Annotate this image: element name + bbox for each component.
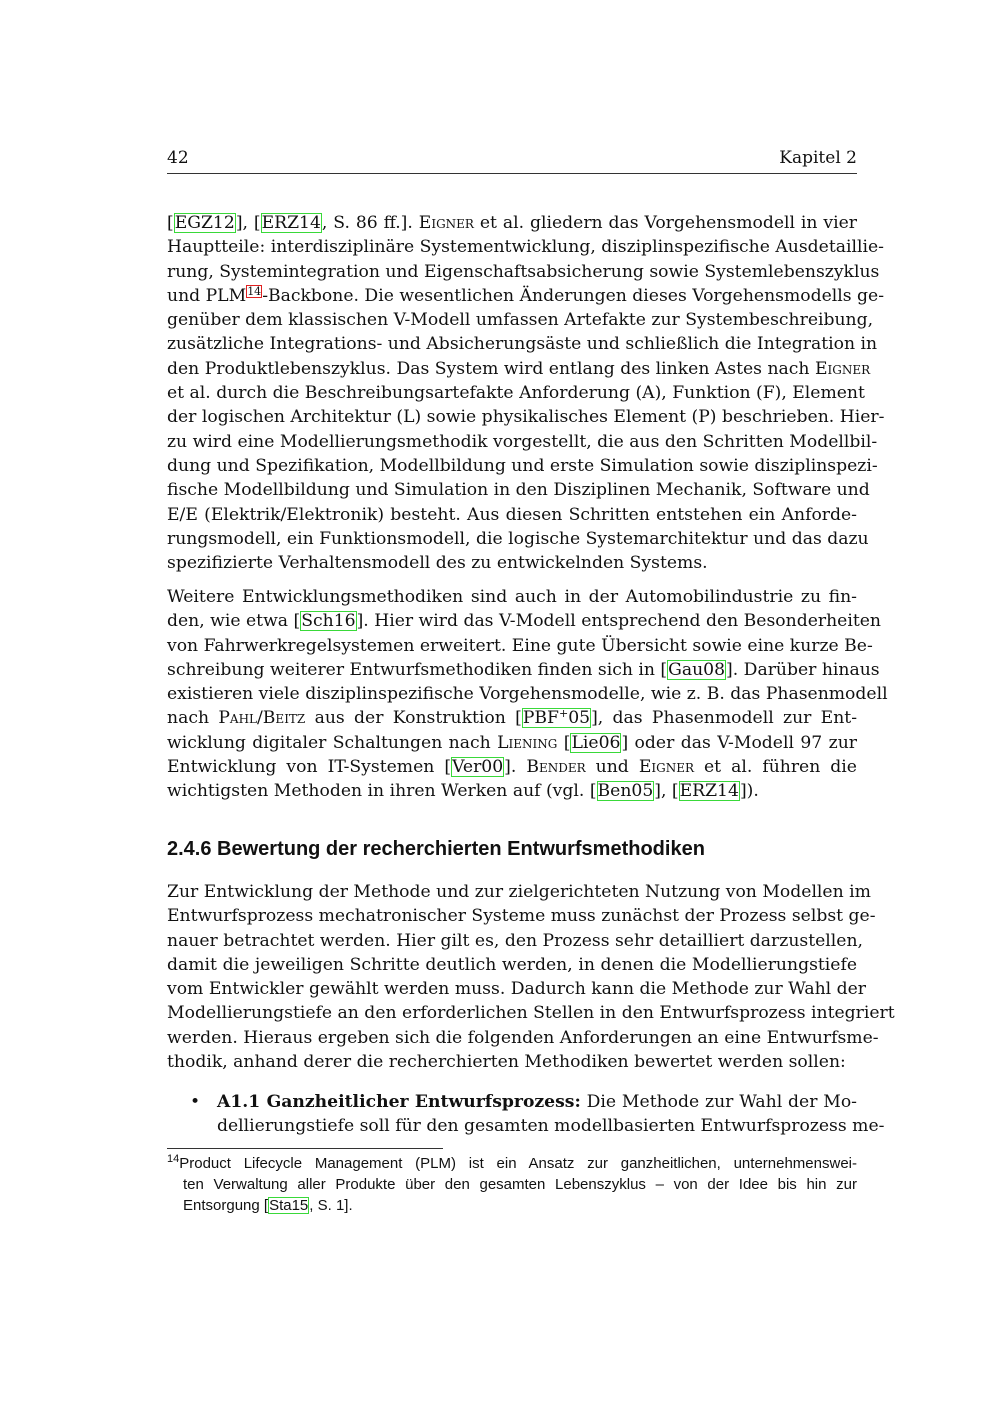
text-line: Weitere Entwicklungsmethodiken sind auch in der Automobilindustrie zu fin- <box>167 587 857 607</box>
text-line: Entwurfsprozess mechatronischer Systeme muss zunächst der Prozess selbst ge- <box>167 906 876 927</box>
text-line: den, wie etwa [Sch16]. Hier wird das V-Modell entsprechend den Besonderheiten <box>167 611 881 632</box>
citation-link[interactable]: Ver00 <box>452 757 504 778</box>
citation-link[interactable]: ERZ14 <box>679 781 739 802</box>
bullet-marker: • <box>190 1092 201 1112</box>
paragraph-1 <box>167 211 885 575</box>
footnote-rule <box>167 1148 443 1149</box>
text-line: werden. Hieraus ergeben sich die folgenden Anforderungen an eine Entwurfsme- <box>167 1027 879 1048</box>
text-line: Entwicklung von IT-Systemen [Ver00]. Bender und Eigner et al. führen die <box>167 757 857 778</box>
footnote-line: Entsorgung [Sta15, S. 1]. <box>183 1197 353 1214</box>
text-line: rungsmodell, ein Funktionsmodell, die logische Systemarchitektur und das dazu <box>167 528 869 549</box>
text-line: wichtigsten Methoden in ihren Werken auf (vgl. [Ben05], [ERZ14]). <box>167 781 759 802</box>
running-header <box>167 148 857 174</box>
text-line: thodik, anhand derer die recherchierten Methodiken bewertet werden sollen: <box>167 1052 846 1073</box>
text-line: et al. durch die Beschreibungsartefakte Anforderung (A), Funktion (F), Element <box>167 383 865 404</box>
text-line: E/E (Elektrik/Elektronik) besteht. Aus diesen Schritten entstehen ein Anforde- <box>167 504 857 525</box>
text-line: nauer betrachtet werden. Hier gilt es, den Prozess sehr detailliert darzustellen, <box>167 930 863 951</box>
text-line: rung, Systemintegration und Eigenschaftsabsicherung sowie Systemlebenszyklus <box>167 261 880 282</box>
citation-link[interactable]: EGZ12 <box>174 213 235 233</box>
text-line: dung und Spezifikation, Modellbildung und erste Simulation sowie disziplinspezi- <box>167 455 878 476</box>
footnote-mark: 14 <box>167 1153 180 1165</box>
citation-link[interactable]: Sch16 <box>301 611 356 632</box>
footnote-ref-link[interactable]: 14 <box>247 284 262 298</box>
text-line: Zur Entwicklung der Methode und zur zielgerichteten Nutzung von Modellen im <box>167 882 871 902</box>
citation-link[interactable]: ERZ14 <box>261 213 321 233</box>
page-number: 42 <box>167 148 189 168</box>
paragraph-3 <box>167 880 895 1074</box>
text-line: Hauptteile: interdisziplinäre Systementwicklung, disziplinspezifische Ausdetaillie- <box>167 237 884 258</box>
paragraph-2 <box>167 585 888 804</box>
text-line: vom Entwickler gewählt werden muss. Dadurch kann die Methode zur Wahl der <box>167 979 866 1000</box>
text-line: genüber dem klassischen V-Modell umfassen Artefakte zur Systembeschreibung, <box>167 310 874 331</box>
text-line: von Fahrwerkregelsystemen erweitert. Eine gute Übersicht sowie eine kurze Be- <box>167 635 873 656</box>
citation-link[interactable]: Ben05 <box>597 781 654 802</box>
citation-link[interactable]: Gau08 <box>668 659 726 680</box>
text-line: nach Pahl/Beitz aus der Konstruktion [PBF+05], das Phasenmodell zur Ent- <box>167 707 857 729</box>
footnote-line: ten Verwaltung aller Produkte über den gesamten Lebenszyklus – von der Idee bis hin zur <box>183 1176 857 1193</box>
text-line: dellierungstiefe soll für den gesamten modellbasierten Entwurfsprozess me- <box>217 1116 885 1137</box>
text-line: fische Modellbildung und Simulation in den Disziplinen Mechanik, Software und <box>167 480 870 501</box>
citation-link[interactable]: Sta15 <box>269 1197 309 1214</box>
chapter-label: Kapitel 2 <box>779 148 857 168</box>
text-line: den Produktlebenszyklus. Das System wird entlang des linken Astes nach Eigner <box>167 358 871 379</box>
text-line: Modellierungstiefe an den erforderlichen Stellen in den Entwurfsprozess integriert <box>167 1003 895 1024</box>
text-line: spezifizierte Verhaltensmodell des zu entwickelnden Systems. <box>167 553 708 574</box>
text-line: der logischen Architektur (L) sowie physikalisches Element (P) beschrieben. Hier- <box>167 407 885 428</box>
text-line: A1.1 Ganzheitlicher Entwurfsprozess: Die Methode zur Wahl der Mo- <box>217 1092 857 1112</box>
citation-link[interactable]: PBF+05 <box>522 707 591 729</box>
requirement-title: A1.1 Ganzheitlicher Entwurfsprozess: <box>217 1092 581 1112</box>
citation-link[interactable]: Lie06 <box>571 732 621 753</box>
text-line: [EGZ12], [ERZ14, S. 86 ff.]. Eigner et al. gliedern das Vorgehensmodell in vier <box>167 213 858 233</box>
text-line: zu wird eine Modellierungsmethodik vorgestellt, die aus den Schritten Modellbil- <box>167 431 878 452</box>
text-line: und PLM$^{14}$-Backbone. Die wesentlichen Änderungen dieses Vorgehensmodells ge- <box>167 284 885 306</box>
text-line: zusätzliche Integrations- und Absicherungsäste und schließlich die Integration in <box>167 334 878 355</box>
section-heading: 2.4.6 Bewertung der recherchierten Entwurfsmethodiken <box>167 838 705 860</box>
text-line: schreibung weiterer Entwurfsmethodiken finden sich in [Gau08]. Darüber hinaus <box>167 659 880 680</box>
text-line: wicklung digitaler Schaltungen nach Liening [Lie06] oder das V-Modell 97 zur <box>167 732 857 753</box>
footnote-line: $^{14}$Product Lifecycle Management (PLM) ist ein Ansatz zur ganzheitlichen, unternehmenswei- <box>167 1153 857 1172</box>
text-line: damit die jeweiligen Schritte deutlich werden, in denen die Modellierungstiefe <box>167 954 857 975</box>
text-line: existieren viele disziplinspezifische Vorgehensmodelle, wie z. B. das Phasenmodell <box>167 684 888 705</box>
footnote <box>167 1153 857 1216</box>
